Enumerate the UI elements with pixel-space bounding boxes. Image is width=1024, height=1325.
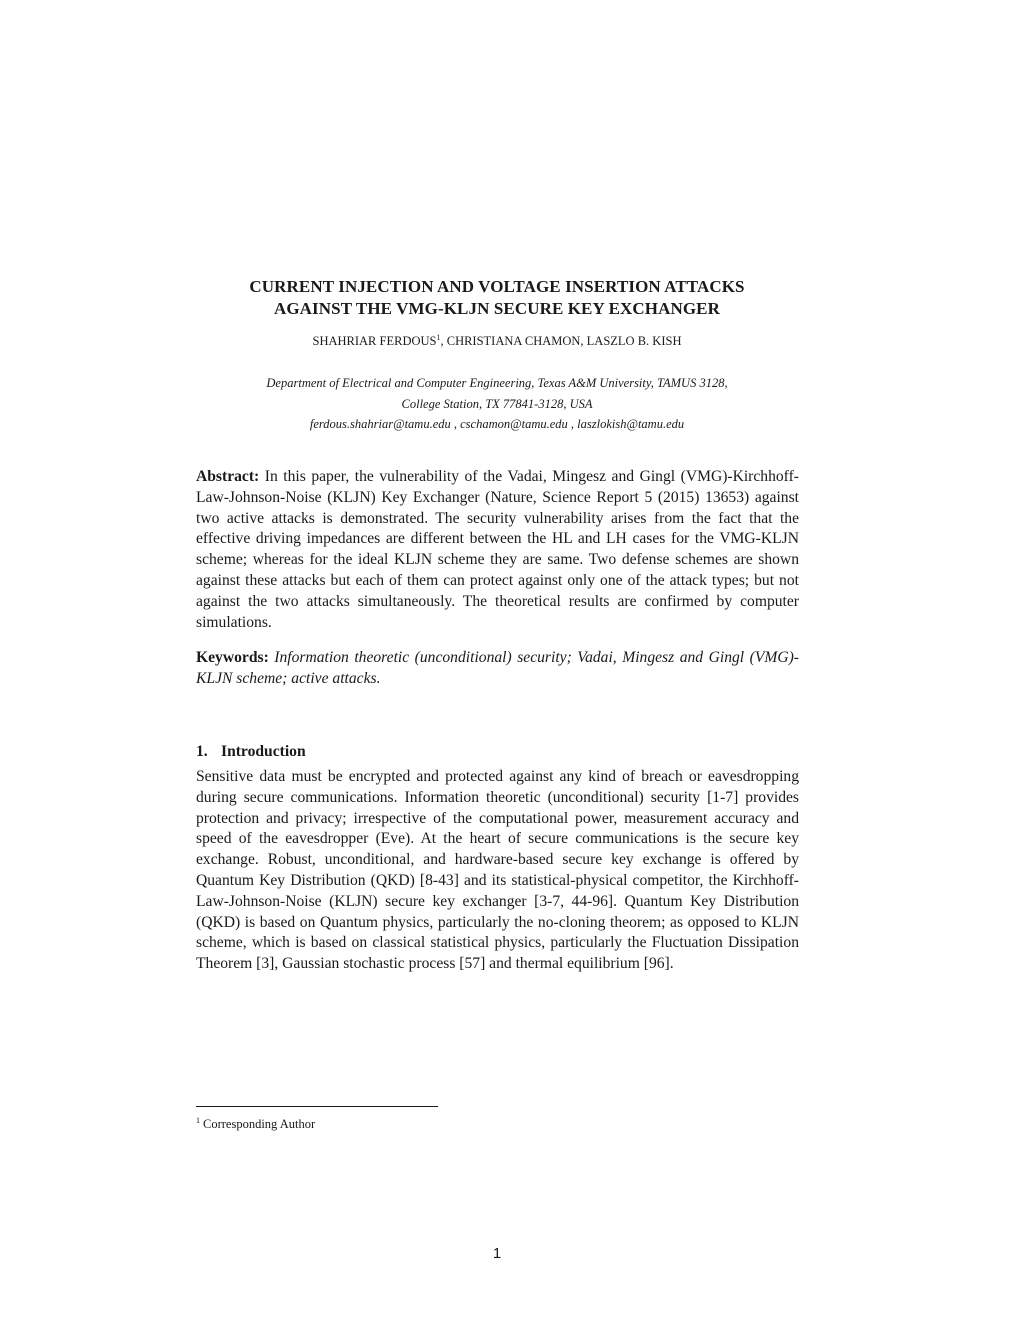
author-first: SHAHRIAR FERDOUS [312,334,437,348]
section-number: 1. [196,743,208,760]
author-others: , CHRISTIANA CHAMON, LASZLO B. KISH [440,334,682,348]
footnote-marker-author: 1 [436,332,441,342]
author-emails: ferdous.shahriar@tamu.edu , cschamon@tamu.edu , laszlokish@tamu.edu [309,417,685,431]
abstract-text: In this paper, the vulnerability of the Vadai, Mingesz and Gingl (VMG)-Kirchhoff-Law-Johnson-Noise (KLJN) Key Exchanger (Nature, Science Report 5 (2015) 13653) against two active attacks is demonstrated. The security vulnerability arises from the fact that the effective driving impedances are different between the HL and LH cases for the VMG-KLJN scheme; whereas for the ideal KLJN scheme they are same. Two defense schemes are shown against these attacks but each of them can protect against only one of the attack types; but not against the two attacks simultaneously. The theoretical results are confirmed by computer simulations. [196,468,799,631]
footnote [196,1116,315,1132]
footnote-marker: 1 [196,1115,200,1125]
section-title: Introduction [221,743,306,760]
title-line-2: AGAINST THE VMG-KLJN SECURE KEY EXCHANGER [273,299,721,318]
abstract [196,467,799,633]
affiliation [150,373,844,435]
keywords-text: Information theoretic (unconditional) security; Vadai, Mingesz and Gingl (VMG)-KLJN scheme; active attacks. [196,649,800,687]
section-heading-introduction [196,742,306,762]
affiliation-line-2: College Station, TX 77841-3128, USA [401,396,593,411]
footnote-text: Corresponding Author [203,1117,316,1131]
paper-title [150,276,844,320]
keywords [196,648,799,690]
page-number: 1 [492,1245,502,1262]
affiliation-line-1: Department of Electrical and Computer Engineering, Texas A&M University, TAMUS 3128, [266,376,728,390]
footnote-divider [196,1106,438,1107]
author-list [150,333,844,349]
keywords-label: Keywords: [196,649,269,666]
title-line-1: CURRENT INJECTION AND VOLTAGE INSERTION ATTACKS [249,277,745,296]
introduction-paragraph: Sensitive data must be encrypted and protected against any kind of breach or eavesdropping during secure communications. Information theoretic (unconditional) security [1-7] provides protection and privacy; irrespective of the computational power, measurement accuracy and speed of the eavesdropper (Eve). At the heart of secure communications is the secure key exchange. Robust, unconditional, and hardware-based secure key exchange is offered by Quantum Key Distribution (QKD) [8-43] and its statistical-physical competitor, the Kirchhoff-Law-Johnson-Noise (KLJN) secure key exchanger [3-7, 44-96]. Quantum Key Distribution (QKD) is based on Quantum physics, particularly the no-cloning theorem; as opposed to KLJN scheme, which is based on classical statistical physics, particularly the Fluctuation Dissipation Theorem [3], Gaussian stochastic process [57] and thermal equilibrium [96]. [196,768,799,973]
abstract-label: Abstract: [196,468,260,485]
